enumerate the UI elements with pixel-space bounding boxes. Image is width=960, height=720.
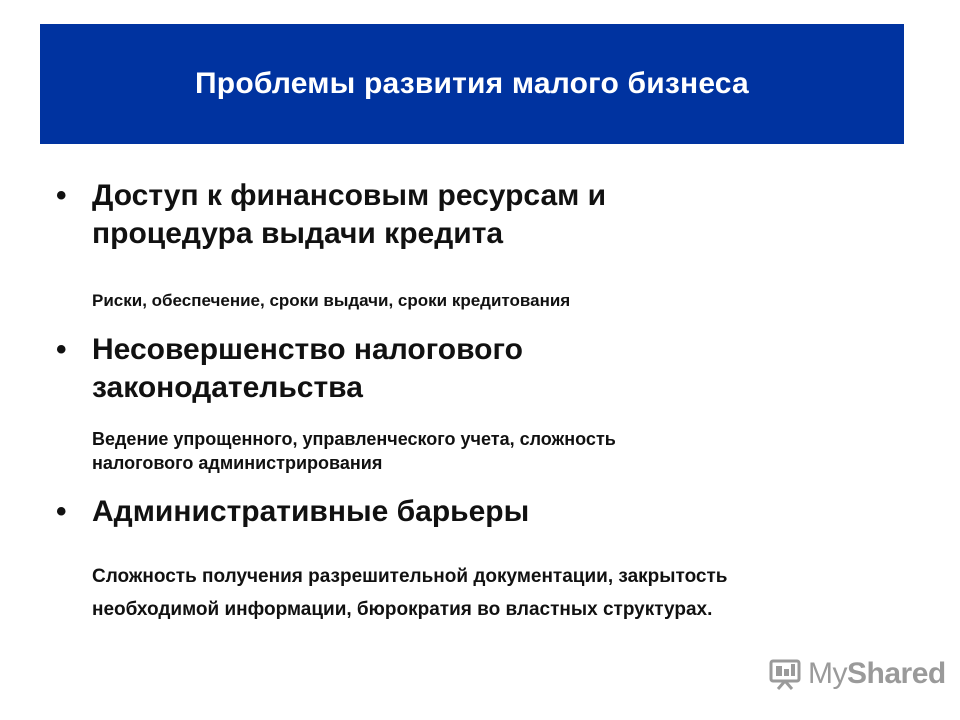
heading-line: процедура выдачи кредита — [92, 217, 504, 250]
section-heading — [92, 177, 872, 253]
slide-title: Проблемы развития малого бизнеса — [195, 67, 749, 100]
section-detail — [92, 289, 912, 313]
bullet-marker: • — [56, 495, 67, 528]
section-detail — [92, 560, 912, 626]
heading-line: законодательства — [92, 371, 363, 404]
myshared-watermark — [768, 654, 946, 694]
section-heading — [92, 493, 872, 531]
brand-part: Shared — [847, 657, 946, 690]
detail-line: необходимой информации, бюрократия во властных структурах. — [92, 599, 713, 620]
detail-line: налогового администрирования — [92, 453, 383, 473]
presentation-board-icon — [768, 658, 802, 690]
heading-line: Несовершенство налогового — [92, 333, 523, 366]
section-heading — [92, 331, 872, 407]
detail-line: Сложность получения разрешительной документации, закрытость — [92, 566, 728, 587]
section-detail — [92, 427, 912, 475]
detail-line: Риски, обеспечение, сроки выдачи, сроки кредитования — [92, 291, 571, 310]
detail-line: Ведение упрощенного, управленческого учета, сложность — [92, 429, 616, 449]
brand-part: My — [808, 657, 847, 690]
heading-line: Доступ к финансовым ресурсам и — [92, 179, 607, 212]
bullet-marker: • — [56, 333, 67, 366]
bullet-marker: • — [56, 179, 67, 212]
brand-name — [808, 657, 946, 691]
heading-line: Административные барьеры — [92, 495, 530, 528]
